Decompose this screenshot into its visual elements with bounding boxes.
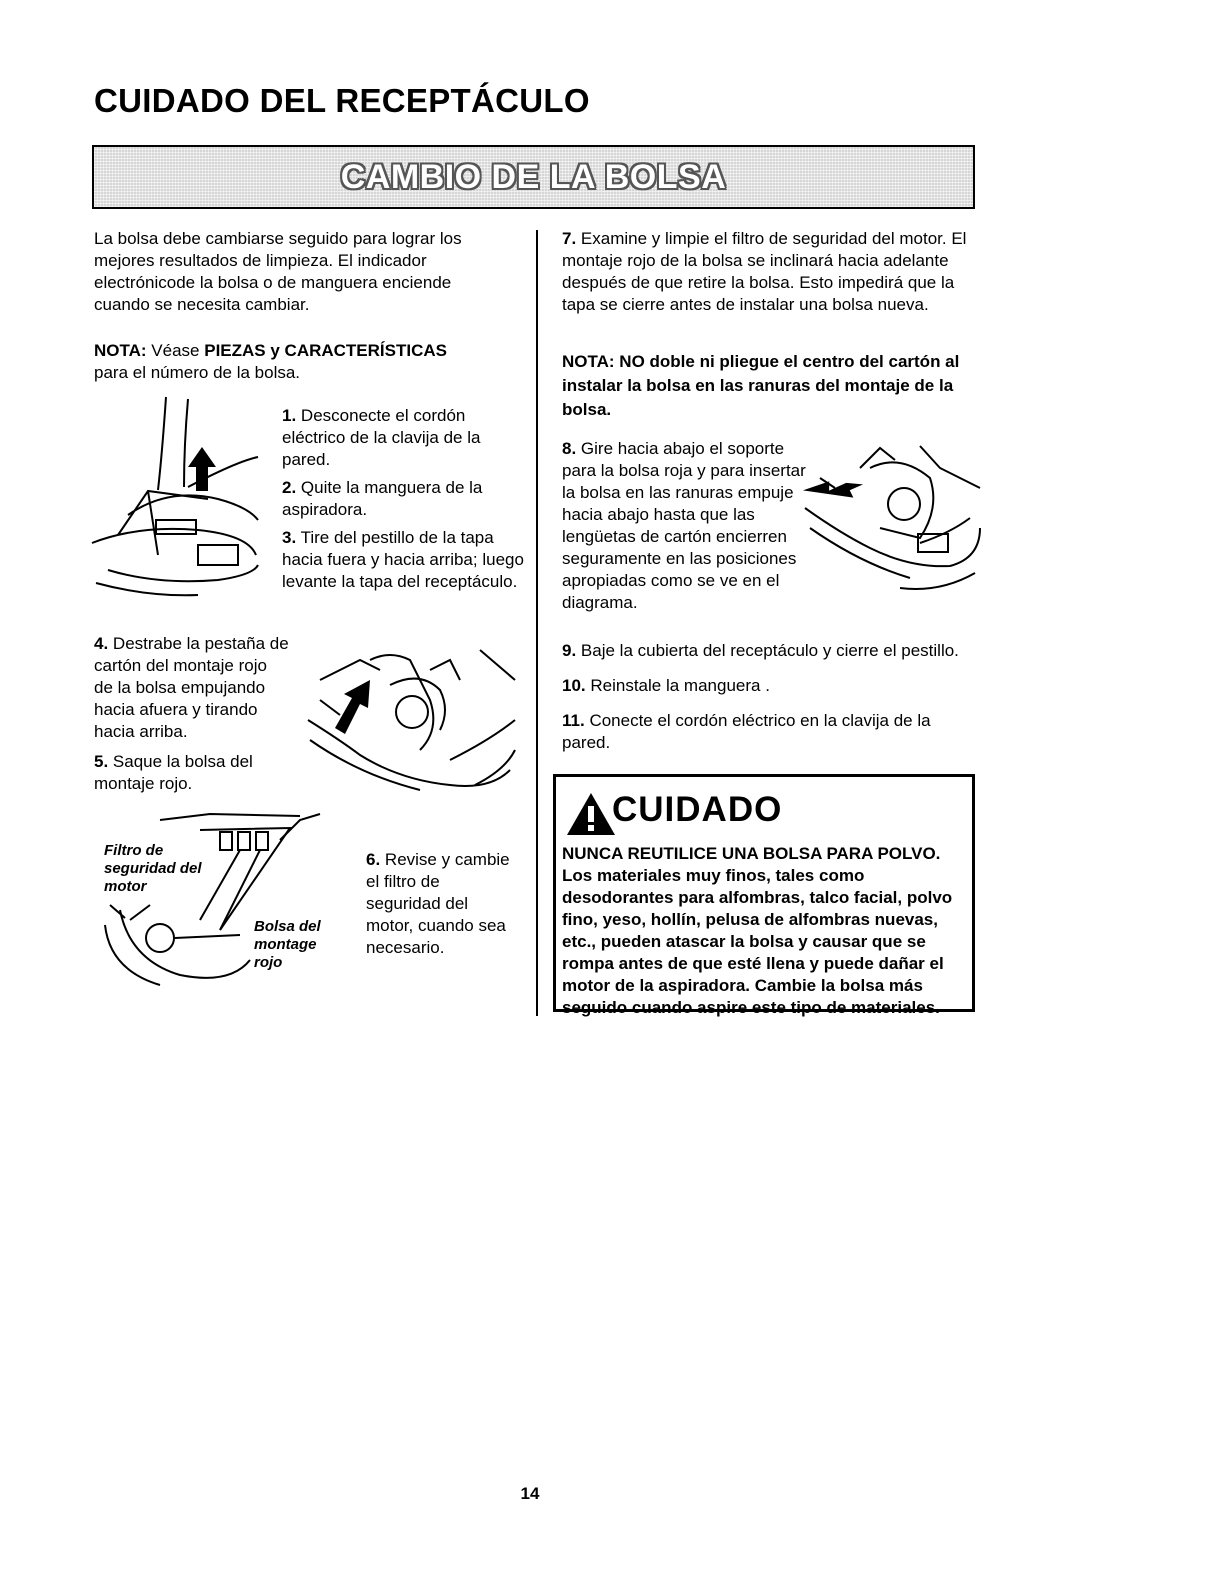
- illustration-insert-bag: [800, 438, 985, 598]
- step-9-text: Baje la cubierta del receptáculo y cierre el pestillo.: [580, 641, 959, 660]
- step-1-text: Desconecte el cordón eléctrico de la clavija de la pared.: [282, 406, 481, 469]
- page-number: 14: [520, 1484, 540, 1503]
- step-5: [94, 751, 289, 795]
- step-1-number: 1.: [282, 406, 297, 425]
- section-banner: [92, 145, 975, 209]
- caution-title: CUIDADO: [612, 790, 783, 829]
- step-7-number: 7.: [562, 229, 577, 248]
- step-6-text: Revise y cambie el filtro de seguridad del motor, cuando sea necesario.: [366, 850, 510, 957]
- step-11-number: 11.: [562, 711, 585, 730]
- step-11: [562, 710, 972, 754]
- note-2-text: NO doble ni pliegue el centro del cartón al instalar la bolsa en las ranuras del montaje de la bolsa.: [562, 352, 960, 419]
- step-2-text: Quite la manguera de la aspiradora.: [282, 478, 483, 519]
- step-9-number: 9.: [562, 641, 577, 660]
- step-4-text: Destrabe la pestaña de cartón del montaje rojo de la bolsa empujando hacia afuera y tirando hacia arriba.: [94, 634, 289, 741]
- step-11-text: Conecte el cordón eléctrico en la clavija de la pared.: [562, 711, 931, 752]
- note-paragraph: [94, 340, 514, 384]
- banner-title: CAMBIO DE LA BOLSA: [340, 157, 727, 196]
- intro-paragraph: La bolsa debe cambiarse seguido para lograr los mejores resultados de limpieza. El indicador electrónicode la bolsa o de manguera enciende cuando se necesita cambiar.: [94, 229, 462, 314]
- step-10-text: Reinstale la manguera .: [590, 676, 770, 695]
- step-5-number: 5.: [94, 752, 109, 771]
- step-8-text: Gire hacia abajo el soporte para la bolsa roja y para insertar la bolsa en las ranuras empuje hacia abajo hasta que las lengüetas de cartón encierren seguramente en las posiciones apropiadas como se ve en el diagrama.: [562, 439, 806, 612]
- note-2-label: NOTA:: [562, 352, 615, 371]
- step-6-number: 6.: [366, 850, 381, 869]
- caution-text: NUNCA REUTILICE UNA BOLSA PARA POLVO. Los materiales muy finos, tales como desodorantes para alfombras, talco facial, polvo fino, yeso, hollín, pelusa de alfombras nuevas, etc., pueden atascar la bolsa y causar que se rompa antes de que esté llena y puede dañar el motor de la aspiradora. Cambie la bolsa más seguido cuando aspire este tipo de materiales.: [562, 844, 953, 1017]
- note-text: Véase: [151, 341, 200, 360]
- step-1: [282, 405, 532, 471]
- step-4-number: 4.: [94, 634, 109, 653]
- step-2: [282, 477, 532, 521]
- note-reference: PIEZAS y CARACTERÍSTICAS: [204, 341, 447, 360]
- column-divider: [536, 230, 538, 1016]
- steps-4-5: [94, 633, 289, 795]
- step-7: [562, 228, 972, 316]
- step-9: [562, 640, 972, 662]
- steps-9-11: [562, 640, 972, 754]
- step-3-text: Tire del pestillo de la tapa hacia fuera y hacia arriba; luego levante la tapa del receptáculo.: [282, 528, 524, 591]
- callout-motor-filter: Filtro de seguridad del motor: [104, 842, 202, 895]
- note-label: NOTA:: [94, 341, 147, 360]
- page-title: CUIDADO DEL RECEPTÁCULO: [94, 82, 590, 119]
- step-5-text: Saque la bolsa del montaje rojo.: [94, 752, 253, 793]
- step-4: [94, 633, 289, 743]
- step-8: [562, 438, 807, 614]
- steps-1-3: [282, 405, 532, 593]
- step-10-number: 10.: [562, 676, 586, 695]
- callout-bag-mount: Bolsa del montage rojo: [254, 918, 321, 971]
- step-3-number: 3.: [282, 528, 297, 547]
- step-7-text: Examine y limpie el filtro de seguridad del motor. El montaje rojo de la bolsa se inclinará hacia adelante después de que retire la bolsa. Esto impedirá que la tapa se cierre antes de instalar una bolsa nueva.: [562, 229, 967, 314]
- note-2: [562, 350, 972, 422]
- step-8-number: 8.: [562, 439, 577, 458]
- warning-triangle-icon: [566, 792, 616, 841]
- step-10: [562, 675, 972, 697]
- step-2-number: 2.: [282, 478, 297, 497]
- illustration-open-lid: [88, 395, 273, 605]
- illustration-remove-bag: [300, 640, 530, 800]
- note-tail: para el número de la bolsa.: [94, 363, 301, 382]
- step-6: [366, 849, 516, 959]
- step-3: [282, 527, 532, 593]
